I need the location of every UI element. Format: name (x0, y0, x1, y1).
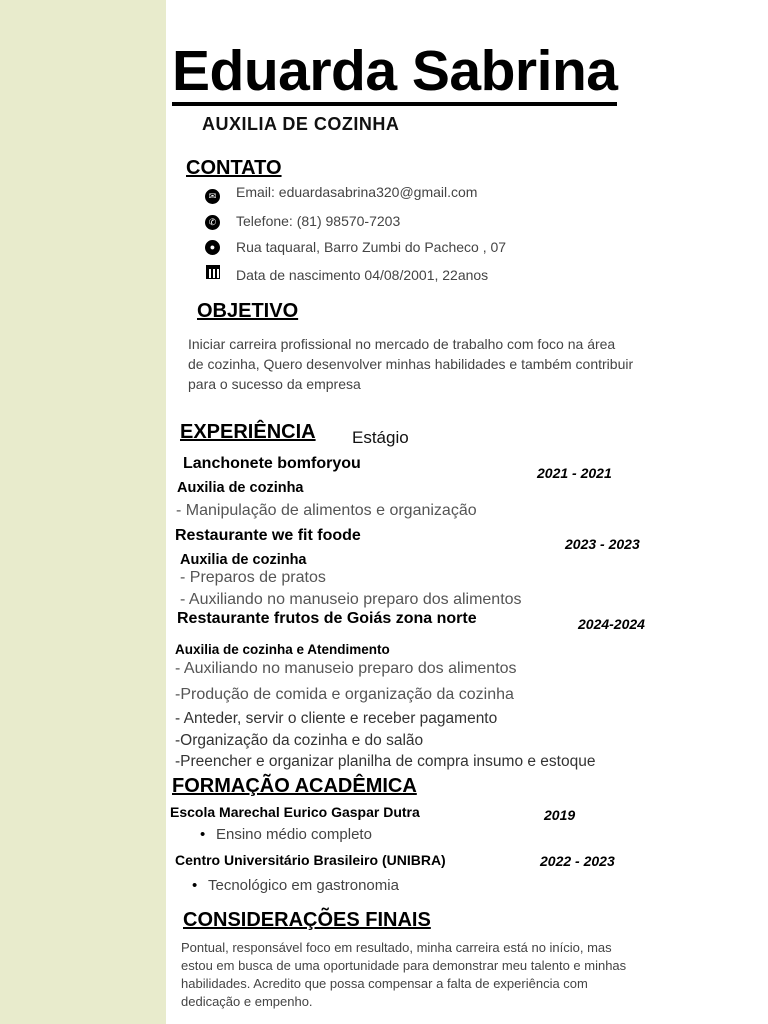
job-years: 2024-2024 (578, 616, 645, 632)
job-company: Restaurante frutos de Goiás zona norte (177, 610, 477, 627)
final-line: estou em busca de uma oportunidade para demonstrar meu talento e minhas (181, 958, 627, 973)
email-icon: ✉ (205, 189, 220, 204)
education-course: • Ensino médio completo (200, 826, 372, 843)
objective-line: Iniciar carreira profissional no mercado de trabalho com foco na área (188, 336, 616, 352)
education-year: 2022 - 2023 (540, 853, 615, 869)
final-line: dedicação e empenho. (181, 994, 313, 1009)
job-task: - Auxiliando no manuseio preparo dos alimentos (180, 591, 522, 608)
left-sidebar (0, 0, 166, 1024)
education-course: • Tecnológico em gastronomia (192, 877, 399, 894)
objective-line: de cozinha, Quero desenvolver minhas habilidades e também contribuir (188, 356, 634, 372)
objective-line: para o sucesso da empresa (188, 376, 361, 392)
education-year: 2019 (544, 807, 576, 823)
job-company: Lanchonete bomforyou (183, 455, 361, 472)
job-title: Auxilia de cozinha (177, 480, 304, 496)
job-task: - Preparos de pratos (180, 569, 326, 586)
job-years: 2021 - 2021 (537, 465, 612, 481)
final-heading: CONSIDERAÇÕES FINAIS (183, 909, 431, 931)
job-task: -Organização da cozinha e do salão (175, 732, 424, 749)
candidate-name: Eduarda Sabrina (172, 40, 617, 106)
job-title: Auxilia de cozinha (180, 552, 307, 568)
objective-heading: OBJETIVO (197, 300, 299, 322)
job-years: 2023 - 2023 (565, 536, 640, 552)
calendar-icon (206, 265, 220, 279)
experience-heading: EXPERIÊNCIA (180, 421, 316, 443)
job-role: AUXILIA DE COZINHA (202, 114, 400, 134)
job-task: - Auxiliando no manuseio preparo dos alimentos (175, 660, 517, 677)
location-icon: ● (205, 240, 220, 255)
phone-icon: ✆ (205, 215, 220, 230)
education-heading: FORMAÇÃO ACADÊMICA (172, 775, 417, 797)
education-school: Escola Marechal Eurico Gaspar Dutra (170, 804, 420, 820)
job-task: -Preencher e organizar planilha de compra insumo e estoque (175, 753, 596, 770)
job-company: Restaurante we fit foode (175, 527, 361, 544)
contact-phone: Telefone: (81) 98570-7203 (236, 213, 401, 229)
contact-birth: Data de nascimento 04/08/2001, 22anos (236, 267, 489, 283)
job-title: Auxilia de cozinha e Atendimento (175, 642, 390, 657)
final-line: Pontual, responsável foco em resultado, minha carreira está no início, mas (181, 940, 612, 955)
final-line: habilidades. Acredito que possa compensar a falta de experiência com (181, 976, 588, 991)
contact-heading: CONTATO (186, 157, 282, 179)
job-task: - Anteder, servir o cliente e receber pagamento (175, 710, 498, 727)
job-task: -Produção de comida e organização da cozinha (175, 686, 514, 703)
contact-email: Email: eduardasabrina320@gmail.com (236, 184, 478, 200)
job-task: - Manipulação de alimentos e organização (176, 502, 477, 519)
experience-subtitle: Estágio (352, 428, 409, 447)
education-school: Centro Universitário Brasileiro (UNIBRA) (175, 852, 446, 868)
contact-address: Rua taquaral, Barro Zumbi do Pacheco , 07 (236, 239, 507, 255)
